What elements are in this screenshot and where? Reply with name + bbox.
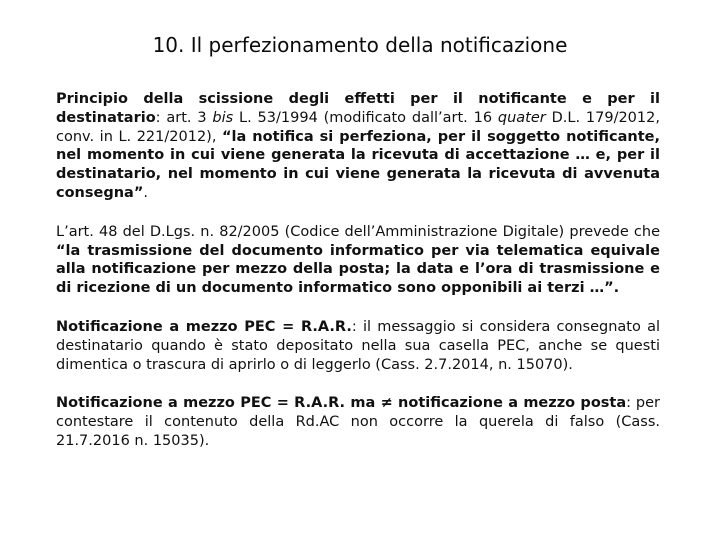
p1-text-a: : art. 3 [155, 109, 213, 126]
p3-text: : il messaggio si considera consegnato al destinatario quando è stato depositato nella sua casella PEC, anche se questi dimentica o trascura di aprirlo o di leggerlo (Cass. 2.7.2014, n. 15070). [56, 318, 660, 373]
p2-quote: “la trasmissione del documento informatico per via telematica equivale alla notificazione per mezzo della posta; la data e l’ora di trasmissione e di ricezione di un documento informatico sono opponibili ai terzi …” [56, 242, 660, 297]
p2-text: L’art. 48 del D.Lgs. n. 82/2005 (Codice dell’Amministrazione Digitale) prevede che [56, 223, 660, 240]
p3-heading: Notificazione a mezzo PEC = R.A.R. [56, 318, 352, 335]
principle-heading: Principio della scissione degli effetti per il notificante e per il destinatario [56, 91, 660, 126]
p1-quote: “la notifica si perfeziona, per il soggetto notificante, nel momento in cui viene generata la ricevuta di accettazione … e, per il destinatario, nel momento in cui viene generata la ricevuta di avvenuta consegna” [56, 128, 660, 201]
p1-end: . [143, 184, 148, 201]
slide-body [56, 90, 660, 471]
p1-bis: bis [212, 109, 234, 126]
p1-text-c: D.L. 179/2012, conv. in L. 221/2012), [56, 109, 660, 145]
paragraph-pec-rar [56, 318, 660, 374]
paragraph-cad [56, 223, 660, 298]
slide-title: 10. Il perfezionamento della notificazione [152, 33, 568, 57]
p2-end: . [613, 280, 620, 297]
paragraph-pec-posta [56, 394, 660, 450]
paragraph-scissione [56, 90, 660, 203]
p4-text: : per contestare il contenuto della Rd.AC non occorre la querela di falso (Cass. 21.7.2016 n. 15035). [56, 395, 660, 449]
p4-heading: Notificazione a mezzo PEC = R.A.R. ma ≠ notificazione a mezzo posta [56, 395, 627, 412]
p1-quater: quater [497, 109, 546, 126]
p1-text-b: L. 53/1994 (modificato dall’art. 16 [233, 109, 498, 126]
